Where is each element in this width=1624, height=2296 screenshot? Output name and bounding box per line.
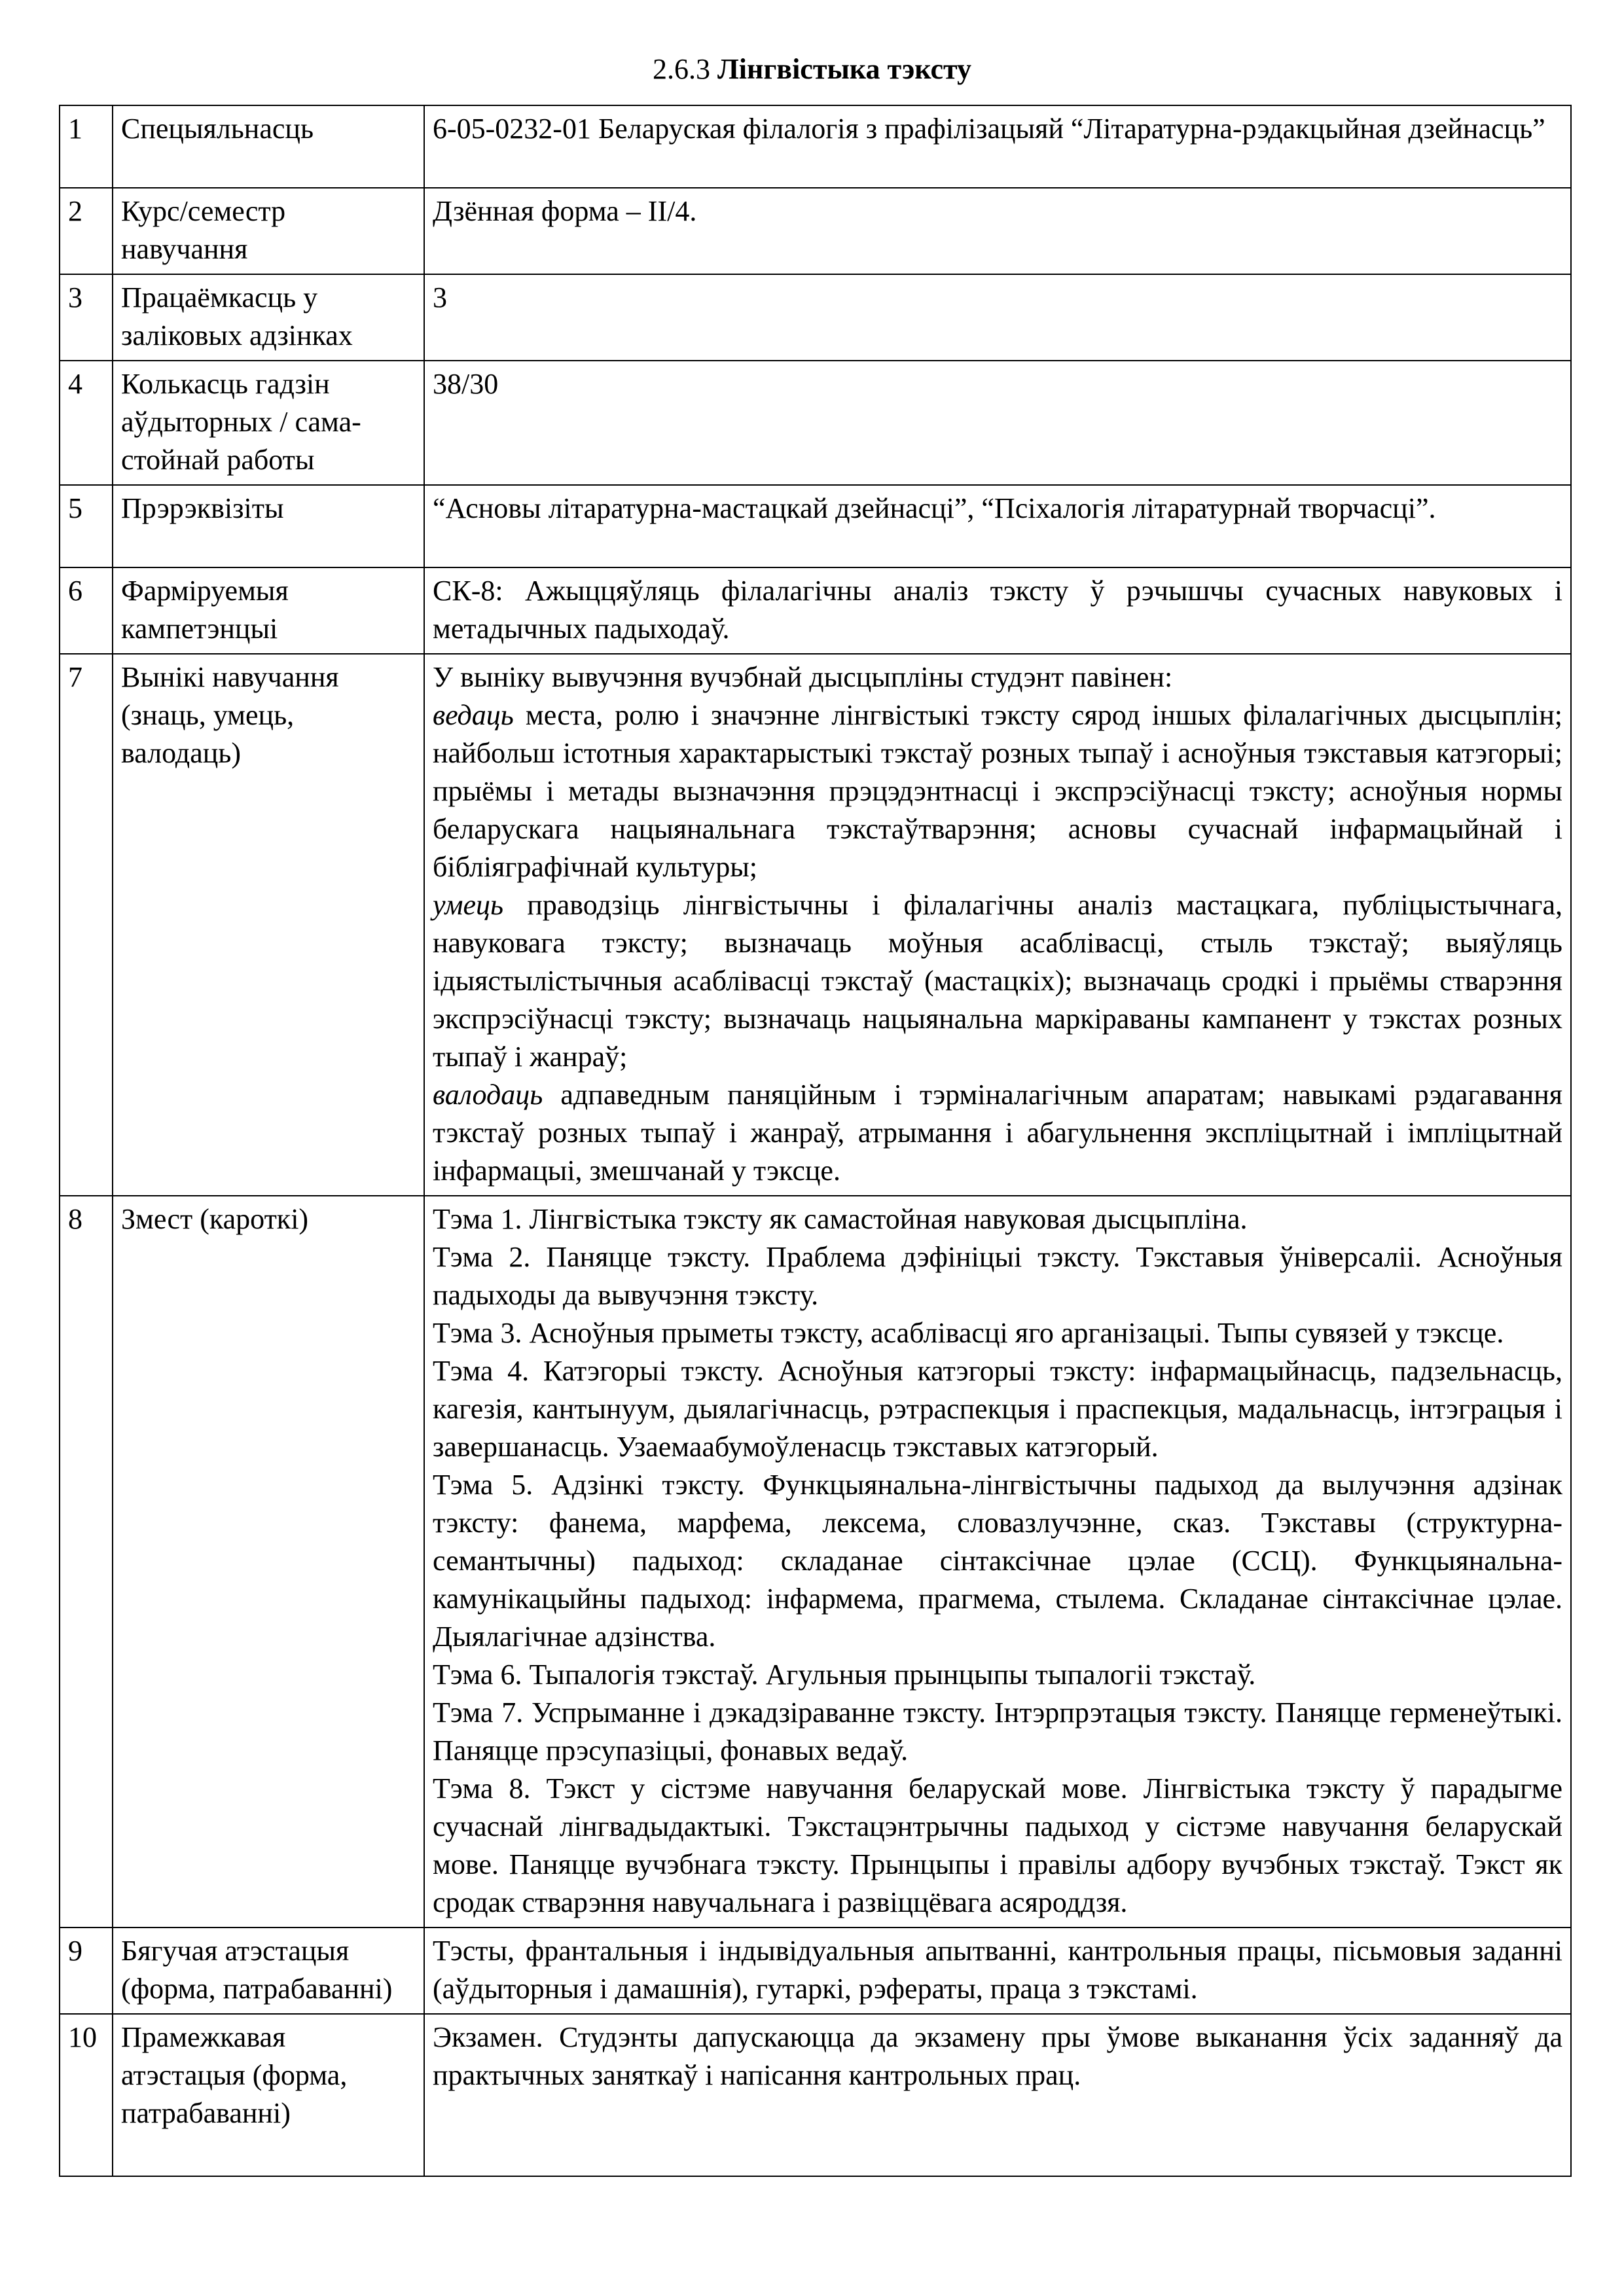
table-row xyxy=(60,274,1571,361)
row-value: Тэсты, франтальныя і індывідуальныя апытванні, кантрольныя працы, пісьмовыя заданні (аўдыторныя і дамашнія), гутаркі, рэфераты, праца з тэкстамі. xyxy=(424,1928,1571,2014)
row-number: 4 xyxy=(60,361,113,485)
table-row xyxy=(60,105,1571,188)
row-value: Экзамен. Студэнты дапускаюцца да экзамену пры ўмове выканання ўсіх заданняў да практычных заняткаў і напісання кантрольных прац. xyxy=(424,2014,1571,2176)
row-value: 3 xyxy=(424,274,1571,361)
row-value: 38/30 xyxy=(424,361,1571,485)
outcome-can xyxy=(433,886,1562,1076)
row-number: 9 xyxy=(60,1928,113,2014)
row-number: 2 xyxy=(60,188,113,274)
topic-item: Тэма 8. Тэкст у сістэме навучання беларускай мове. Лінгвістыка тэксту ў парадыгме сучаснай лінгвадыдактыкі. Тэкстацэнтрычны падыход у сістэме навучання беларускай мове. Паняцце вучэбнага тэксту. Прынцыпы і правілы адбору вучэбных тэкстаў. Тэкст як сродак стварэння навучальнага і развіццёвага асяроддзя. xyxy=(433,1772,1562,1918)
outcome-master xyxy=(433,1076,1562,1190)
row-label: Прамежкавая атэстацыя (форма, патрабаванні) xyxy=(113,2014,424,2176)
table-row xyxy=(60,1928,1571,2014)
row-value: СК-8: Ажыццяўляць філалагічны аналіз тэксту ў рэчышчы сучасных навуковых і метадычных падыходаў. xyxy=(424,567,1571,654)
outcome-know xyxy=(433,696,1562,886)
topic-item: Тэма 4. Катэгорыі тэксту. Асноўныя катэгорыі тэксту: інфармацыйнасць, падзельнасць, кагезія, кантынуум, дыялагічнасць, рэтраспекцыя і праспекцыя, мадальнасць, інтэграцыя і завершанасць. Узаемаабумоўленасць тэкставых катэгорый. xyxy=(433,1355,1562,1463)
row-label: Фарміруемыя кампетэнцыі xyxy=(113,567,424,654)
topic-item: Тэма 3. Асноўныя прыметы тэксту, асаблівасці яго арганізацыі. Тыпы сувязей у тэксце. xyxy=(433,1317,1504,1349)
row-label: Курс/семестр навучання xyxy=(113,188,424,274)
outcome-lead: умець xyxy=(433,889,504,921)
row-number: 1 xyxy=(60,105,113,188)
outcomes-intro: У выніку вывучэння вучэбнай дысцыпліны студэнт павінен: xyxy=(433,661,1173,693)
outcome-text: праводзіць лінгвістычны і філалагічны аналіз мастацкага, публіцыстычнага, навуковага тэксту; вызначаць моўныя асаблівасці, стыль тэкстаў; выяўляць ідыястылістычныя асаблівасці тэкстаў (мастацкіх); вызначаць сродкі і прыёмы стварэння экспрэсіўнасці тэксту; вызначаць нацыянальна маркіраваны кампанент у тэкстах розных тыпаў і жанраў; xyxy=(433,889,1562,1073)
topic-item: Тэма 7. Успрыманне і дэкадзіраванне тэксту. Інтэрпрэтацыя тэксту. Паняцце герменеўтыкі. Паняцце прэсупазіцыі, фонавых ведаў. xyxy=(433,1696,1562,1767)
row-number: 3 xyxy=(60,274,113,361)
table-row xyxy=(60,567,1571,654)
learning-outcomes xyxy=(424,654,1571,1196)
row-number: 5 xyxy=(60,485,113,567)
row-label: Спецыяльнасць xyxy=(113,105,424,188)
topic-item: Тэма 5. Адзінкі тэксту. Функцыянальна-лінгвістычны падыход да вылучэння адзінак тэксту: фанема, марфема, лексема, словазлучэнне, сказ. Тэкставы (структурна-семантычны) падыход: складанае сінтаксічнае цэлае (ССЦ). Функцыянальна-камунікацыйны падыход: інфармема, прагмема, стылема. Складанае сінтаксічнае цэлае. Дыялагічнае адзінства. xyxy=(433,1469,1562,1653)
topic-item: Тэма 6. Тыпалогія тэкстаў. Агульныя прынцыпы тыпалогіі тэкстаў. xyxy=(433,1659,1256,1691)
section-heading xyxy=(0,51,1624,88)
row-label: Вынікі навучання (знаць, умець, валодаць) xyxy=(113,654,424,1196)
course-description-table xyxy=(59,105,1572,2177)
outcome-text: места, ролю і значэнне лінгвістыкі тэксту сярод іншых філалагічных дысцыплін; найбольш істотныя характарыстыкі тэкстаў розных тыпаў і асноўныя тэкставыя катэгорыі; прыёмы і метады вызначэння прэцэдэнтнасці і экспрэсіўнасці тэксту; асноўныя нормы беларускага нацыянальнага тэкстаўтварэння; асновы сучаснай інфармацыйнай і бібліяграфічнай культуры; xyxy=(433,699,1562,883)
section-number: 2.6.3 xyxy=(652,53,710,85)
row-value: Дзённая форма – II/4. xyxy=(424,188,1571,274)
row-value: 6-05-0232-01 Беларуская філалогія з прафілізацыяй “Літаратурна-рэдакцыйная дзейнасць” xyxy=(424,105,1571,188)
outcome-lead: ведаць xyxy=(433,699,514,731)
row-number: 8 xyxy=(60,1196,113,1928)
table-row xyxy=(60,1196,1571,1928)
outcome-text: адпаведным паняційным і тэрміналагічным апаратам; навыкамі рэдагавання тэкстаў розных тыпаў і жанраў, атрымання і абагульнення экспліцытнай і імпліцытнай інфармацыі, змешчанай у тэксце. xyxy=(433,1079,1562,1187)
table-row xyxy=(60,361,1571,485)
table-row xyxy=(60,485,1571,567)
row-label: Колькасць гадзін аўдыторных / сама-стойнай работы xyxy=(113,361,424,485)
row-label: Бягучая атэстацыя (форма, патрабаванні) xyxy=(113,1928,424,2014)
row-number: 7 xyxy=(60,654,113,1196)
topic-item: Тэма 2. Паняцце тэксту. Праблема дэфініцыі тэксту. Тэкставыя ўніверсаліі. Асноўныя падыходы да вывучэння тэксту. xyxy=(433,1241,1562,1311)
topic-item: Тэма 1. Лінгвістыка тэксту як самастойная навуковая дысцыпліна. xyxy=(433,1203,1248,1235)
row-value: “Асновы літаратурна-мастацкай дзейнасці”, “Псіхалогія літаратурнай творчасці”. xyxy=(424,485,1571,567)
outcome-lead: валодаць xyxy=(433,1079,543,1111)
course-content xyxy=(424,1196,1571,1928)
row-number: 10 xyxy=(60,2014,113,2176)
row-label: Працаёмкасць у заліковых адзінках xyxy=(113,274,424,361)
table-row xyxy=(60,188,1571,274)
row-label: Прэрэквізіты xyxy=(113,485,424,567)
table-row xyxy=(60,654,1571,1196)
row-number: 6 xyxy=(60,567,113,654)
section-title: Лінгвістыка тэксту xyxy=(717,53,972,85)
table-row xyxy=(60,2014,1571,2176)
row-label: Змест (кароткі) xyxy=(113,1196,424,1928)
